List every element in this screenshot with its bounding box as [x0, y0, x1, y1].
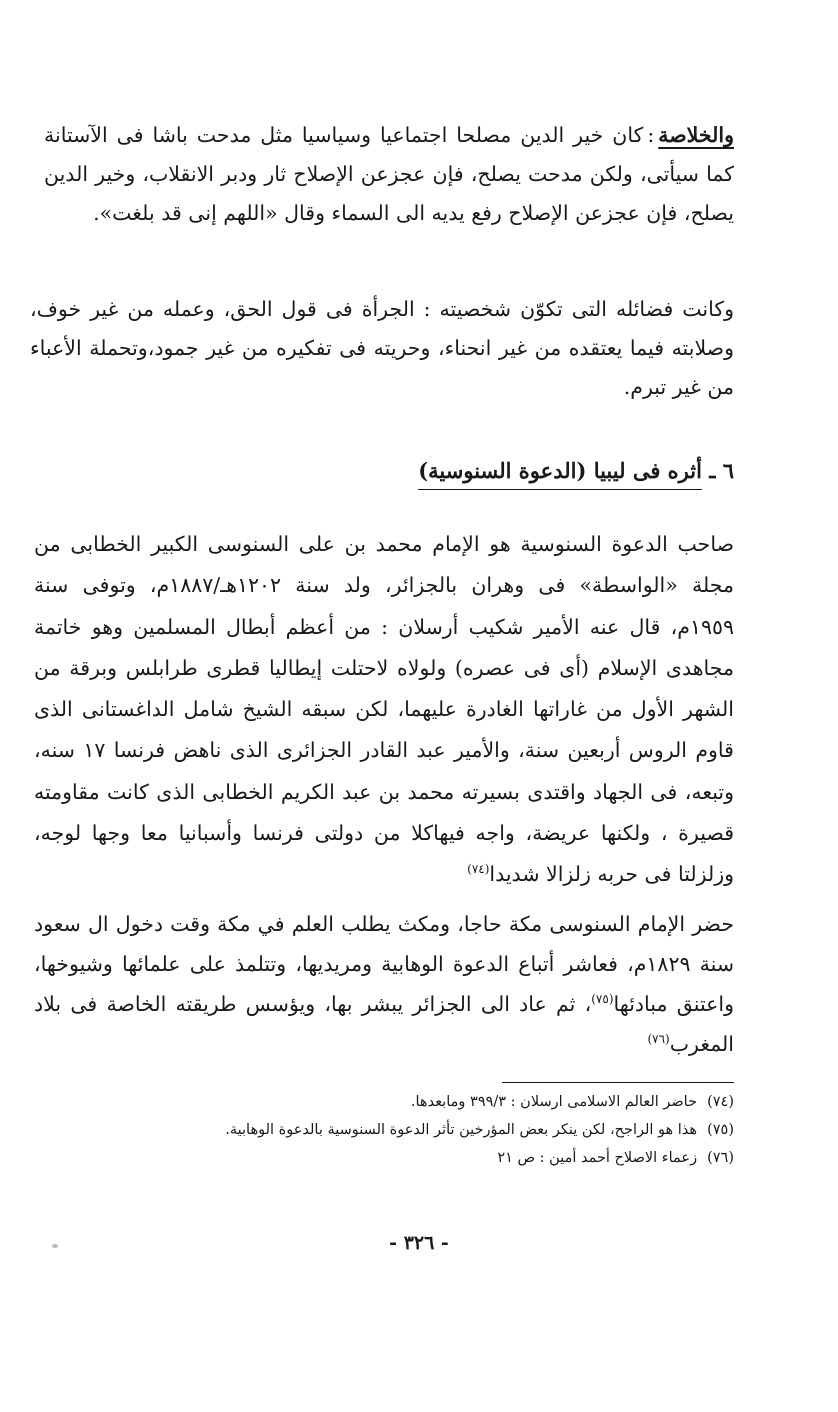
footnote-text: هذا هو الراجح، لكن ينكر بعض المؤرخين تأثر الدعوة السنوسية بالدعوة الوهابية. [225, 1122, 698, 1138]
footnote-ref-76: (٧٦) [647, 1032, 670, 1047]
footnote-ref-74: (٧٤) [467, 862, 490, 877]
footnote-text: زعماء الاصلاح أحمد أمين : ص ٢١ [497, 1150, 698, 1166]
footnote-item [84, 1116, 734, 1144]
section-number: ٦ ـ [709, 458, 734, 483]
footnotes-list [84, 1088, 734, 1172]
scan-speck [52, 1244, 58, 1248]
footnote-number: (٧٤) [707, 1094, 734, 1110]
mecca-text-a: حضر الإمام السنوسى مكة حاجا، ومكث يطلب العلم في مكة وقت دخول ال سعود سنة ١٨٢٩م، فعاشر أتباع الدعوة الوهابية ومريديها، وتتلمذ على علمائها وشيوخها، واعتنق مبادئها [34, 912, 734, 1016]
page-number: - ٣٢٦ - [389, 1232, 449, 1254]
virtues-text: وكانت فضائله التى تكوّن شخصيته : الجرأة فى قول الحق، وعمله من غير خوف، وصلابته فيما يعتقده من غير انحناء، وحريته فى تفكيره من غير جمود،وتحملة الأعباء من غير تبرم. [30, 297, 734, 399]
senussi-paragraph [34, 524, 734, 896]
section-heading [418, 458, 734, 483]
footnote-item [84, 1088, 734, 1116]
summary-text: كان خير الدين مصلحا اجتماعيا وسياسيا مثل مدحت باشا فى الآستانة كما سيأتى، ولكن مدحت يصلح، فإن عجزعن الإصلاح ثار ودبر الانقلاب، وخير الدين يصلح، فإن عجزعن الإصلاح رفع يديه الى السماء وقال «اللهم إنى قد بلغت». [44, 123, 734, 225]
footnote-number: (٧٦) [707, 1150, 734, 1166]
summary-paragraph [44, 116, 734, 233]
footnote-divider [502, 1082, 734, 1083]
footnote-text: حاضر العالم الاسلامى ارسلان : ٣٩٩/٣ ومابعدها. [410, 1094, 698, 1110]
summary-lead-word: والخلاصة [658, 123, 734, 147]
mecca-text-b: ، ثم عاد الى الجزائر يبشر بها، ويؤسس طريقته الخاصة فى بلاد المغرب [34, 992, 734, 1056]
mecca-paragraph [34, 904, 734, 1064]
footnote-ref-75: (٧٥) [591, 992, 614, 1007]
footnote-number: (٧٥) [707, 1122, 734, 1138]
senussi-text: صاحب الدعوة السنوسية هو الإمام محمد بن على السنوسى الكبير الخطابى من مجلة «الواسطة» فى وهران بالجزائر، ولد سنة ١٢٠٢هـ/١٨٨٧م، وتوفى سنة ١٩٥٩م، قال عنه الأمير شكيب أرسلان : من أعظم أبطال المسلمين وهو خاتمة مجاهدى الإسلام (أى فى عصره) ولولاه لاحتلت إيطاليا قطرى طرابلس وبرقة من الشهر الأول من غاراتها الغادرة عليهما، لكن سبقه الشيخ شامل الداغستانى الذى قاوم الروس أربعين سنة، والأمير عبد القادر الجزائرى الذى ناهض فرنسا ١٧ سنه، وتبعه، فى الجهاد واقتدى بسيرته محمد بن عبد الكريم الخطابى الذى كانت مقاومته قصيرة ، ولكنها عريضة، واجه فيهاكلا من دولتى فرنسا وأسبانيا معا وجها لوجه، وزلزلتا فى حربه زلزالا شديدا [34, 532, 735, 887]
summary-lead-colon: : [647, 123, 655, 147]
virtues-paragraph [30, 290, 734, 407]
section-title: أثره فى ليبيا (الدعوة السنوسية) [418, 458, 702, 490]
footnote-item [84, 1144, 734, 1172]
